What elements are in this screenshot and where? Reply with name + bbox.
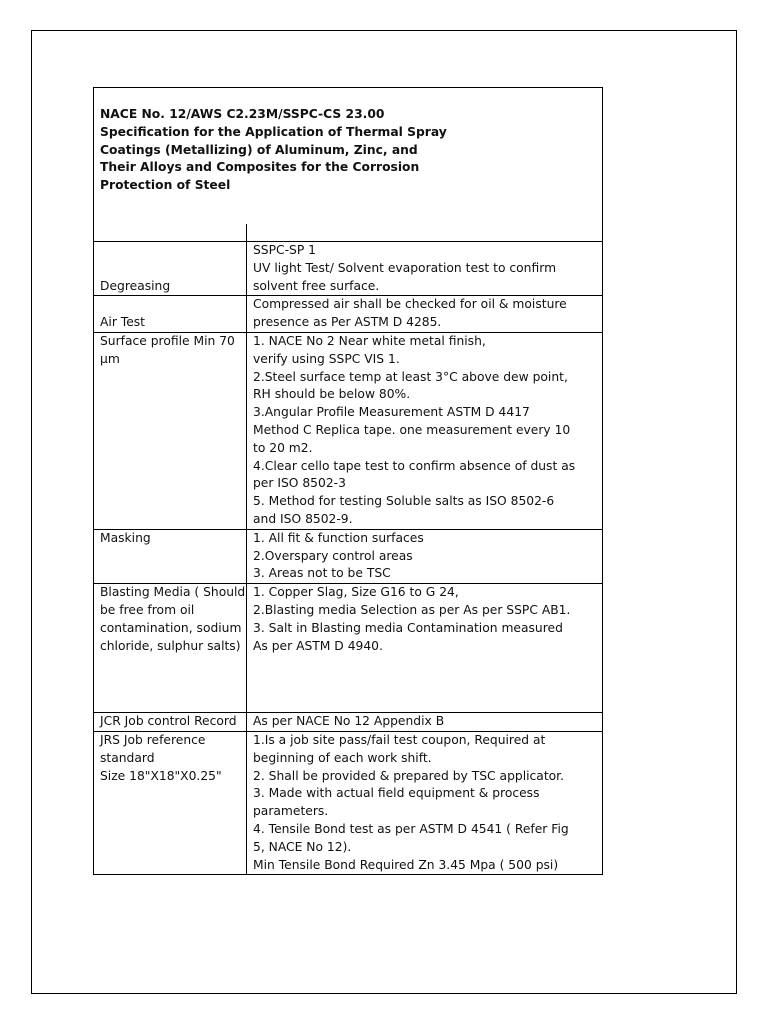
content-line: beginning of each work shift. bbox=[253, 750, 432, 765]
table-row bbox=[94, 332, 603, 529]
table-row bbox=[94, 529, 603, 583]
label-line: Air Test bbox=[100, 315, 146, 330]
label-line: JCR Job control Record bbox=[100, 714, 237, 729]
content-line: 2.Overspary control areas bbox=[253, 548, 413, 563]
title-line: Coatings (Metallizing) of Aluminum, Zinc, and bbox=[100, 142, 418, 157]
label-line: contamination, sodium bbox=[100, 620, 242, 635]
row-label-jrs bbox=[94, 731, 247, 874]
content-line: SSPC-SP 1 bbox=[253, 243, 317, 257]
label-line: standard bbox=[100, 750, 155, 765]
content-line: RH should be below 80%. bbox=[253, 387, 411, 402]
title-line: NACE No. 12/AWS C2.23M/SSPC-CS 23.00 bbox=[100, 107, 385, 121]
label-line: JRS Job reference bbox=[100, 732, 206, 747]
spec-table bbox=[93, 87, 603, 875]
row-content-jrs bbox=[247, 731, 603, 874]
spec-title bbox=[94, 88, 603, 225]
label-line: Size 18"X18"X0.25" bbox=[100, 768, 222, 783]
content-line: verify using SSPC VIS 1. bbox=[253, 351, 400, 366]
table-row bbox=[94, 584, 603, 713]
label-line: µm bbox=[100, 351, 120, 366]
content-line: 5. Method for testing Soluble salts as ISO 8502-6 bbox=[253, 494, 555, 509]
content-line: 1. NACE No 2 Near white metal finish, bbox=[253, 333, 486, 348]
label-line: chloride, sulphur salts) bbox=[100, 638, 241, 653]
content-line: per ISO 8502-3 bbox=[253, 476, 346, 491]
content-line: 5, NACE No 12). bbox=[253, 839, 352, 854]
row-content-masking bbox=[247, 529, 603, 583]
content-line: UV light Test/ Solvent evaporation test to confirm bbox=[253, 260, 557, 275]
content-line: As per ASTM D 4940. bbox=[253, 638, 383, 653]
content-line: Method C Replica tape. one measurement every 10 bbox=[253, 422, 571, 437]
content-line: 1.Is a job site pass/fail test coupon, Required at bbox=[253, 732, 546, 747]
row-label-masking bbox=[94, 529, 247, 583]
row-content-degreasing bbox=[247, 242, 603, 296]
label-line: Blasting Media ( Should bbox=[100, 585, 246, 600]
row-label-blasting-media bbox=[94, 584, 247, 713]
content-line: Min Tensile Bond Required Zn 3.45 Mpa ( 500 psi) bbox=[253, 857, 559, 872]
content-line: 1. Copper Slag, Size G16 to G 24, bbox=[253, 585, 459, 600]
label-line: Masking bbox=[100, 530, 151, 545]
content-line: 2.Blasting media Selection as per As per SSPC AB1. bbox=[253, 602, 571, 617]
content-line: As per NACE No 12 Appendix B bbox=[253, 714, 445, 729]
content-line: solvent free surface. bbox=[253, 278, 380, 293]
header-spacer-right bbox=[247, 224, 603, 242]
row-content-air-test bbox=[247, 296, 603, 333]
content-line: to 20 m2. bbox=[253, 440, 313, 455]
content-line: 4.Clear cello tape test to confirm absence of dust as bbox=[253, 458, 576, 473]
label-line: Degreasing bbox=[100, 278, 171, 293]
content-line: presence as Per ASTM D 4285. bbox=[253, 315, 442, 330]
label-line: be free from oil bbox=[100, 602, 195, 617]
title-line: Specification for the Application of Thermal Spray bbox=[100, 124, 447, 139]
table-row bbox=[94, 713, 603, 732]
row-content-jcr bbox=[247, 713, 603, 732]
content-line: 3. Areas not to be TSC bbox=[253, 566, 391, 581]
header-spacer-left bbox=[94, 224, 247, 242]
row-label-degreasing bbox=[94, 242, 247, 296]
label-line: Surface profile Min 70 bbox=[100, 333, 235, 348]
title-line: Protection of Steel bbox=[100, 178, 231, 193]
row-label-jcr bbox=[94, 713, 247, 732]
content-line: parameters. bbox=[253, 804, 329, 819]
content-line: Compressed air shall be checked for oil & moisture bbox=[253, 297, 567, 312]
content-line: 3. Made with actual field equipment & process bbox=[253, 786, 540, 801]
title-line: Their Alloys and Composites for the Corrosion bbox=[100, 160, 420, 175]
content-line: and ISO 8502-9. bbox=[253, 511, 353, 526]
row-label-surface-profile bbox=[94, 332, 247, 529]
content-line: 3. Salt in Blasting media Contamination measured bbox=[253, 620, 563, 635]
row-label-air-test bbox=[94, 296, 247, 333]
row-content-surface-profile bbox=[247, 332, 603, 529]
content-line: 3.Angular Profile Measurement ASTM D 4417 bbox=[253, 405, 530, 420]
table-row bbox=[94, 731, 603, 874]
table-row bbox=[94, 242, 603, 296]
content-line: 1. All fit & function surfaces bbox=[253, 530, 424, 545]
content-line: 2.Steel surface temp at least 3°C above dew point, bbox=[253, 369, 568, 384]
table-row bbox=[94, 296, 603, 333]
content-line: 4. Tensile Bond test as per ASTM D 4541 ( Refer Fig bbox=[253, 821, 569, 836]
content-line: 2. Shall be provided & prepared by TSC applicator. bbox=[253, 768, 565, 783]
row-content-blasting-media bbox=[247, 584, 603, 713]
